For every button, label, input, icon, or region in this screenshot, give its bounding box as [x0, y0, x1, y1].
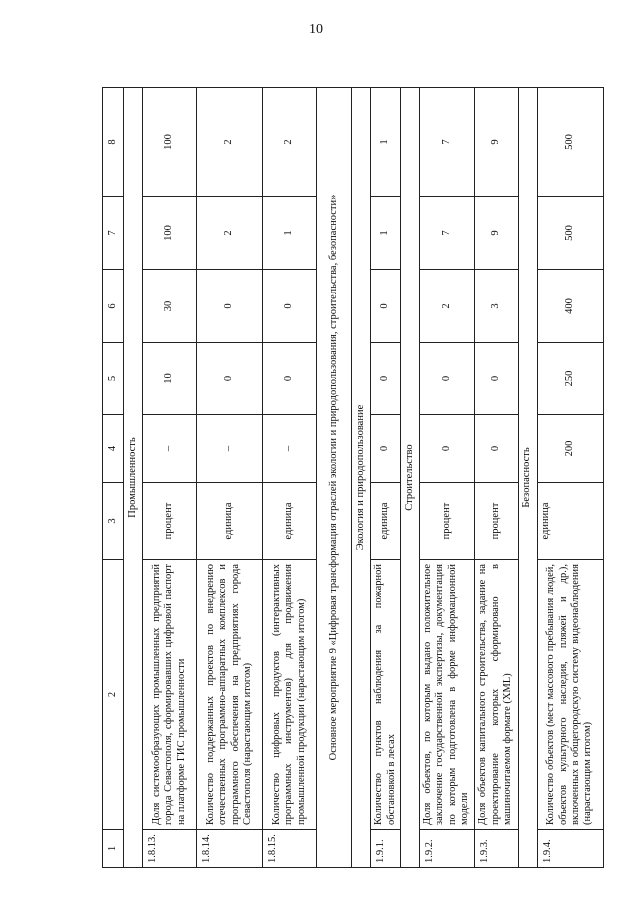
row-value: 0 — [197, 343, 263, 415]
row-value: 500 — [537, 88, 603, 197]
header-cell: 4 — [103, 415, 124, 483]
row-value: 2 — [420, 270, 475, 343]
row-value: 0 — [197, 270, 263, 343]
page-number: 10 — [309, 22, 323, 37]
row-number: 1.9.4. — [537, 830, 603, 868]
row-name: Количество поддержанных проектов по внедрению отечественных программно-аппаратных комплексов и программного обеспечения на предприятиях города Севастополя (нарастающим итогом) — [197, 560, 263, 830]
header-cell: 3 — [103, 483, 124, 560]
row-number: 1.8.13. — [143, 830, 197, 868]
header-cell: 7 — [103, 197, 124, 270]
table-row — [474, 88, 518, 868]
header-cell: 6 — [103, 270, 124, 343]
row-name: Количество цифровых продуктов (интерактивных программных инструментов) для продвижения промышленной продукции (нарастающим итогом) — [263, 560, 317, 830]
rotated-table-wrapper — [102, 88, 594, 868]
section-title: Промышленность — [124, 88, 143, 868]
row-value: 0 — [420, 343, 475, 415]
row-unit: единица — [537, 483, 603, 560]
row-value: 400 — [537, 270, 603, 343]
section-row — [518, 88, 537, 868]
row-value: 0 — [474, 415, 518, 483]
row-name: Количество объектов (мест массового пребывания людей, объектов культурного наследия, пляжей и др.), включенных в общегородскую систему видеонаблюдения (нарастающим итогом) — [537, 560, 603, 830]
section-row — [401, 88, 420, 868]
section-title: Строительство — [401, 88, 420, 868]
row-number: 1.8.14. — [197, 830, 263, 868]
row-value: – — [143, 415, 197, 483]
row-value: 1 — [371, 88, 401, 197]
table-row — [197, 88, 263, 868]
row-value: 100 — [143, 197, 197, 270]
row-value: 7 — [420, 88, 475, 197]
row-unit: единица — [263, 483, 317, 560]
row-value: 30 — [143, 270, 197, 343]
row-value: 500 — [537, 197, 603, 270]
row-number: 1.9.2. — [420, 830, 475, 868]
section-title: Безопасность — [518, 88, 537, 868]
section-row — [124, 88, 143, 868]
table-header-row — [103, 88, 124, 868]
table-row — [143, 88, 197, 868]
row-name: Доля системообразующих промышленных предприятий города Севастополя, сформировавших цифровой паспорт на платформе ГИС промышленности — [143, 560, 197, 830]
row-number: 1.9.3. — [474, 830, 518, 868]
row-value: 2 — [197, 197, 263, 270]
table-row — [420, 88, 475, 868]
header-cell: 1 — [103, 830, 124, 868]
row-name: Доля объектов капитального строительства, задание на проектирование которых сформировано в машиночитаемом формате (XML) — [474, 560, 518, 830]
row-value: 9 — [474, 88, 518, 197]
table-row — [371, 88, 401, 868]
header-cell: 2 — [103, 560, 124, 830]
row-value: 10 — [143, 343, 197, 415]
row-unit: процент — [420, 483, 475, 560]
row-value: 250 — [537, 343, 603, 415]
row-value: 0 — [263, 270, 317, 343]
row-value: 1 — [263, 197, 317, 270]
row-value: 0 — [263, 343, 317, 415]
row-value: – — [197, 415, 263, 483]
row-value: 1 — [371, 197, 401, 270]
row-value: 7 — [420, 197, 475, 270]
row-value: – — [263, 415, 317, 483]
row-name: Доля объектов, по которым выдано положительное заключение государственной экспертизы, документация по которым подготовлена в форме информационной модели — [420, 560, 475, 830]
row-unit: единица — [371, 483, 401, 560]
row-value: 200 — [537, 415, 603, 483]
row-unit: единица — [197, 483, 263, 560]
row-value: 0 — [371, 415, 401, 483]
row-value: 0 — [371, 343, 401, 415]
header-cell: 5 — [103, 343, 124, 415]
row-number: 1.9.1. — [371, 830, 401, 868]
header-cell: 8 — [103, 88, 124, 197]
row-value: 100 — [143, 88, 197, 197]
row-value: 2 — [197, 88, 263, 197]
row-unit: процент — [474, 483, 518, 560]
section-title: Экология и природопользование — [352, 88, 371, 868]
row-number: 1.8.15. — [263, 830, 317, 868]
section-title: Основное мероприятие 9 «Цифровая трансформация отраслей экологии и природопользования, строительства, безопасности» — [317, 88, 352, 868]
table-row — [263, 88, 317, 868]
row-value: 0 — [420, 415, 475, 483]
table-row — [537, 88, 603, 868]
row-value: 2 — [263, 88, 317, 197]
row-value: 9 — [474, 197, 518, 270]
indicators-table — [102, 87, 604, 868]
section-row — [352, 88, 371, 868]
row-name: Количество пунктов наблюдения за пожарной обстановкой в лесах — [371, 560, 401, 830]
row-value: 0 — [474, 343, 518, 415]
row-value: 0 — [371, 270, 401, 343]
section-row — [317, 88, 352, 868]
row-unit: процент — [143, 483, 197, 560]
row-value: 3 — [474, 270, 518, 343]
